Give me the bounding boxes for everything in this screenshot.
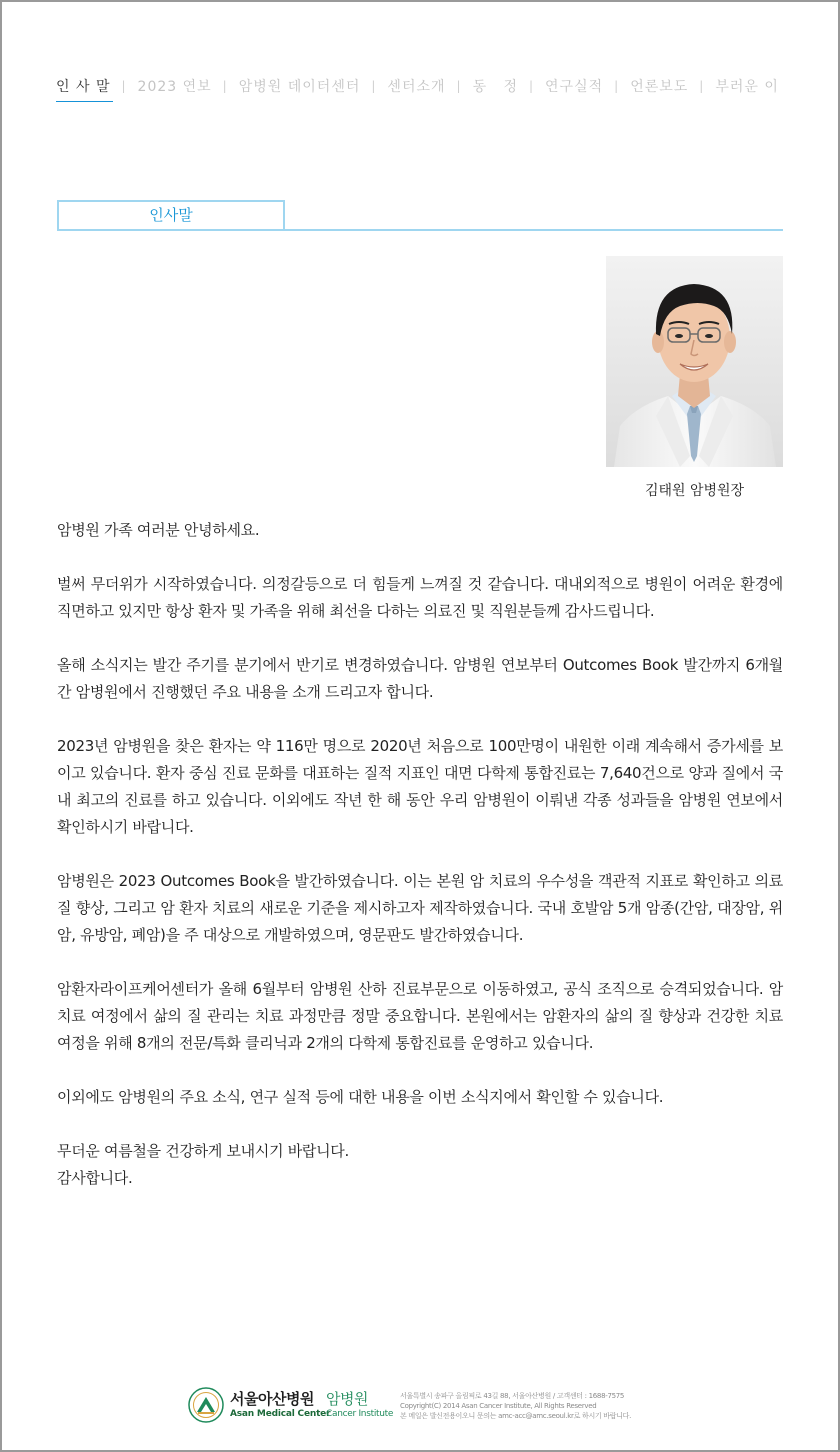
letter-signoff: 감사합니다. <box>57 1169 133 1187</box>
hospital-logo-icon <box>188 1387 224 1423</box>
section-divider <box>283 229 783 231</box>
letter-paragraph: 2023년 암병원을 찾은 환자는 약 116만 명으로 2020년 처음으로 100만명이 내원한 이래 계속해서 증가세를 보이고 있습니다. 환자 중심 진료 문화를 대표하는 질적 지표인 대면 다학제 통합진료는 7,640건으로 양과 질에서 국내 최고의 진료를 하고 있습니다. 이외에도 작년 한 해 동안 우리 암병원이 이뤄낸 각종 성과들을 암병원 연보에서 확인하시기 바랍니다. <box>57 737 783 836</box>
nav-separator: | <box>371 79 377 93</box>
letter-paragraph: 올해 소식지는 발간 주기를 분기에서 반기로 변경하였습니다. 암병원 연보부터 Outcomes Book 발간까지 6개월 간 암병원에서 진행했던 주요 내용을 소개 드리고자 합니다. <box>57 656 783 701</box>
footer-notice: 본 메일은 발신전용이오니 문의는 amc-acc@amc.seoul.kr로 하시기 바랍니다. <box>400 1412 632 1420</box>
nav-item-center-intro[interactable]: 센터소개 <box>387 79 446 95</box>
nav-separator: | <box>528 79 535 93</box>
brand-name-ko: 서울아산병원 <box>230 1390 314 1408</box>
nav-item-press[interactable]: 언론보도 <box>630 79 689 95</box>
letter-closing: 무더운 여름철을 건강하게 보내시기 바랍니다. <box>57 1142 349 1160</box>
dept-name-ko: 암병원 <box>326 1390 368 1408</box>
footer-address: 서울특별시 송파구 올림픽로 43길 88, 서울아산병원 / 고객센터 : 1688-7575 <box>400 1392 625 1400</box>
director-portrait <box>606 256 783 467</box>
letter-paragraph: 암환자라이프케어센터가 올해 6월부터 암병원 산하 진료부문으로 이동하였고, 공식 조직으로 승격되었습니다. 암 치료 여정에서 삶의 질 관리는 치료 과정만큼 정말 중요합니다. 본원에서는 암환자의 삶의 질 향상과 건강한 치료 여정을 위해 8개의 전문/특화 클리닉과 2개의 다학제 통합진료를 운영하고 있습니다. <box>57 980 783 1052</box>
section-header <box>57 200 783 231</box>
letter-paragraph: 벌써 무더위가 시작하였습니다. 의정갈등으로 더 힘들게 느껴질 것 같습니다. 대내외적으로 병원이 어려운 환경에 직면하고 있지만 항상 환자 및 가족을 위해 최선을 다하는 의료진 및 직원분들께 감사드립니다. <box>57 575 783 620</box>
nav-separator: | <box>222 79 228 93</box>
portrait-caption: 김태원 암병원장 <box>644 483 745 499</box>
dept-name-en: Cancer Institute <box>326 1409 394 1419</box>
nav-separator: | <box>614 79 620 93</box>
nav-separator: | <box>699 79 705 93</box>
letter-paragraph: 암병원 가족 여러분 안녕하세요. <box>57 521 260 539</box>
letter-paragraph: 이외에도 암병원의 주요 소식, 연구 실적 등에 대한 내용을 이번 소식지에서 확인할 수 있습니다. <box>57 1088 664 1106</box>
footer-copyright: Copyright(C) 2014 Asan Cancer Institute, All Rights Reserved <box>400 1402 597 1410</box>
section-title: 인사말 <box>57 200 285 231</box>
footer <box>188 1387 668 1427</box>
nav-separator: | <box>456 79 462 93</box>
letter-paragraph: 암병원은 2023 Outcomes Book을 발간하였습니다. 이는 본원 암 치료의 우수성을 객관적 지표로 확인하고 의료 질 향상, 그리고 암 환자 치료의 새로운 기준을 제시하고자 제작하였습니다. 국내 호발암 5개 암종(간암, 대장암, 위암, 유방암, 폐암)을 주 대상으로 개발하였으며, 영문판도 발간하였습니다. <box>57 872 783 944</box>
brand-name-en: Asan Medical Center <box>230 1409 331 1419</box>
nav-separator: | <box>121 79 127 93</box>
nav-item-research[interactable]: 연구실적 <box>545 79 604 95</box>
nav-item-news[interactable]: 동 정 <box>472 79 518 95</box>
nav-item-greeting[interactable]: 인 사 말 <box>56 76 110 102</box>
nav-item-data-center[interactable]: 암병원 데이터센터 <box>238 79 361 95</box>
footer-info <box>400 1391 670 1421</box>
nav-item-annual-report[interactable]: 2023 연보 <box>137 79 212 95</box>
portrait-image <box>606 256 783 467</box>
nav-item-envy[interactable]: 부러운 이 <box>715 79 779 95</box>
top-nav <box>56 76 796 102</box>
greeting-letter <box>57 517 783 1192</box>
